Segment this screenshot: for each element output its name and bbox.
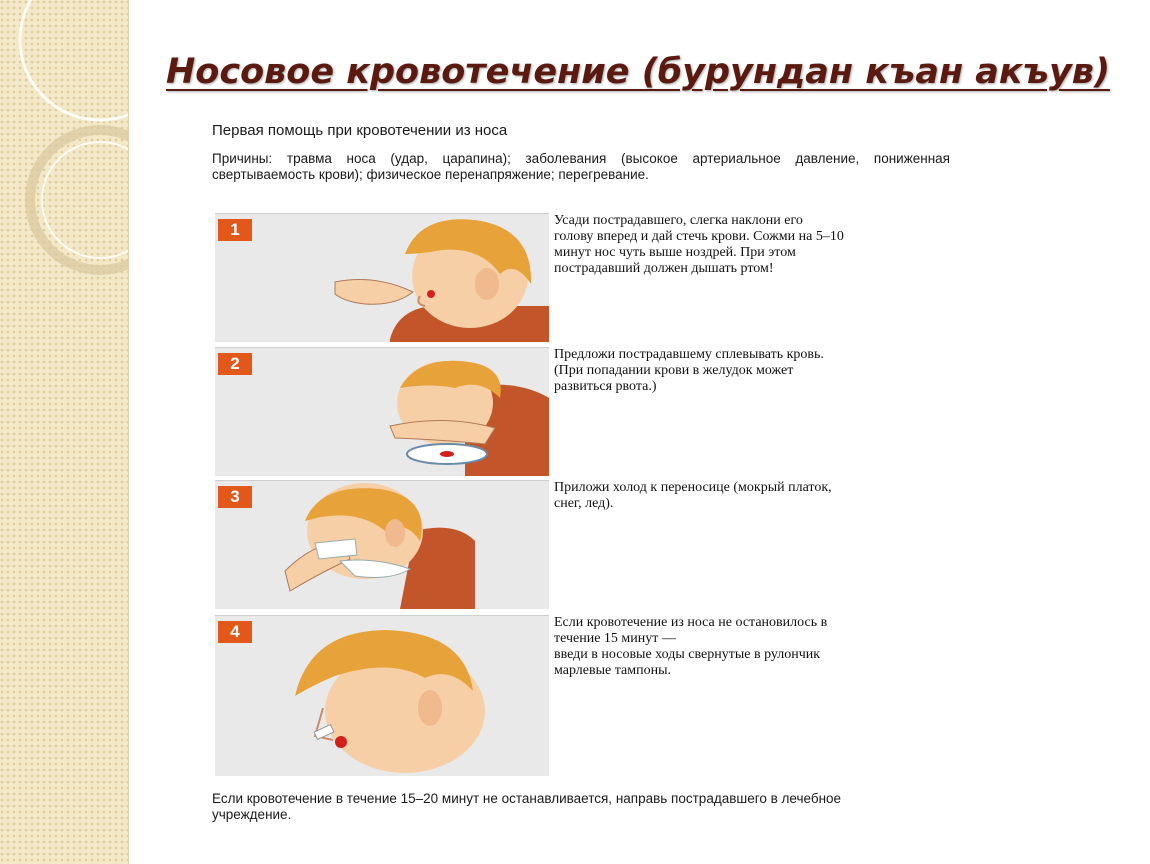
- cold-compress-illustration: [215, 481, 549, 609]
- step-number-badge: 4: [218, 621, 252, 643]
- final-note: Если кровотечение в течение 15–20 минут не останавливается, направь пострадавшего в лечебное учреждение.: [212, 791, 842, 822]
- step-1: [212, 213, 957, 343]
- step-4-illustration: [215, 615, 549, 776]
- step-number-badge: 2: [218, 353, 252, 375]
- step-number-badge: 1: [218, 219, 252, 241]
- step-2-illustration: [215, 347, 549, 476]
- sheet-heading: Первая помощь при кровотечении из носа: [212, 122, 508, 139]
- boy-pinching-nose-illustration: [215, 214, 549, 342]
- step-number-badge: 3: [218, 486, 252, 508]
- step-3-text: Приложи холод к переносице (мокрый платок, снег, лед).: [554, 480, 832, 511]
- step-2: [212, 347, 957, 477]
- decorative-rings: [0, 0, 128, 864]
- step-3-illustration: [215, 480, 549, 609]
- step-4: [212, 615, 957, 745]
- step-2-text: Предложи пострадавшему сплевывать кровь. (При попадании крови в желудок может развиться рвота.): [554, 347, 824, 394]
- step-1-illustration: [215, 213, 549, 342]
- step-4-text: Если кровотечение из носа не остановилось в течение 15 минут — введи в носовые ходы свернутые в рулончик марлевые тампоны.: [554, 615, 828, 678]
- step-3: [212, 480, 957, 610]
- causes-text: Причины: травма носа (удар, царапина); заболевания (высокое артериальное давление, пониженная свертываемость крови); физическое перенапряжение; перегревание.: [212, 151, 950, 182]
- decorative-side-pattern: [0, 0, 129, 864]
- page-title: Носовое кровотечение (бурундан къан акъув): [166, 52, 1110, 92]
- step-1-text: Усади пострадавшего, слегка наклони его голову вперед и дай стечь крови. Сожми на 5–10 минут нос чуть выше ноздрей. При этом пострадавший должен дышать ртом!: [554, 213, 844, 276]
- boy-spitting-blood-illustration: [215, 348, 549, 476]
- nasal-tampon-illustration: [215, 616, 549, 776]
